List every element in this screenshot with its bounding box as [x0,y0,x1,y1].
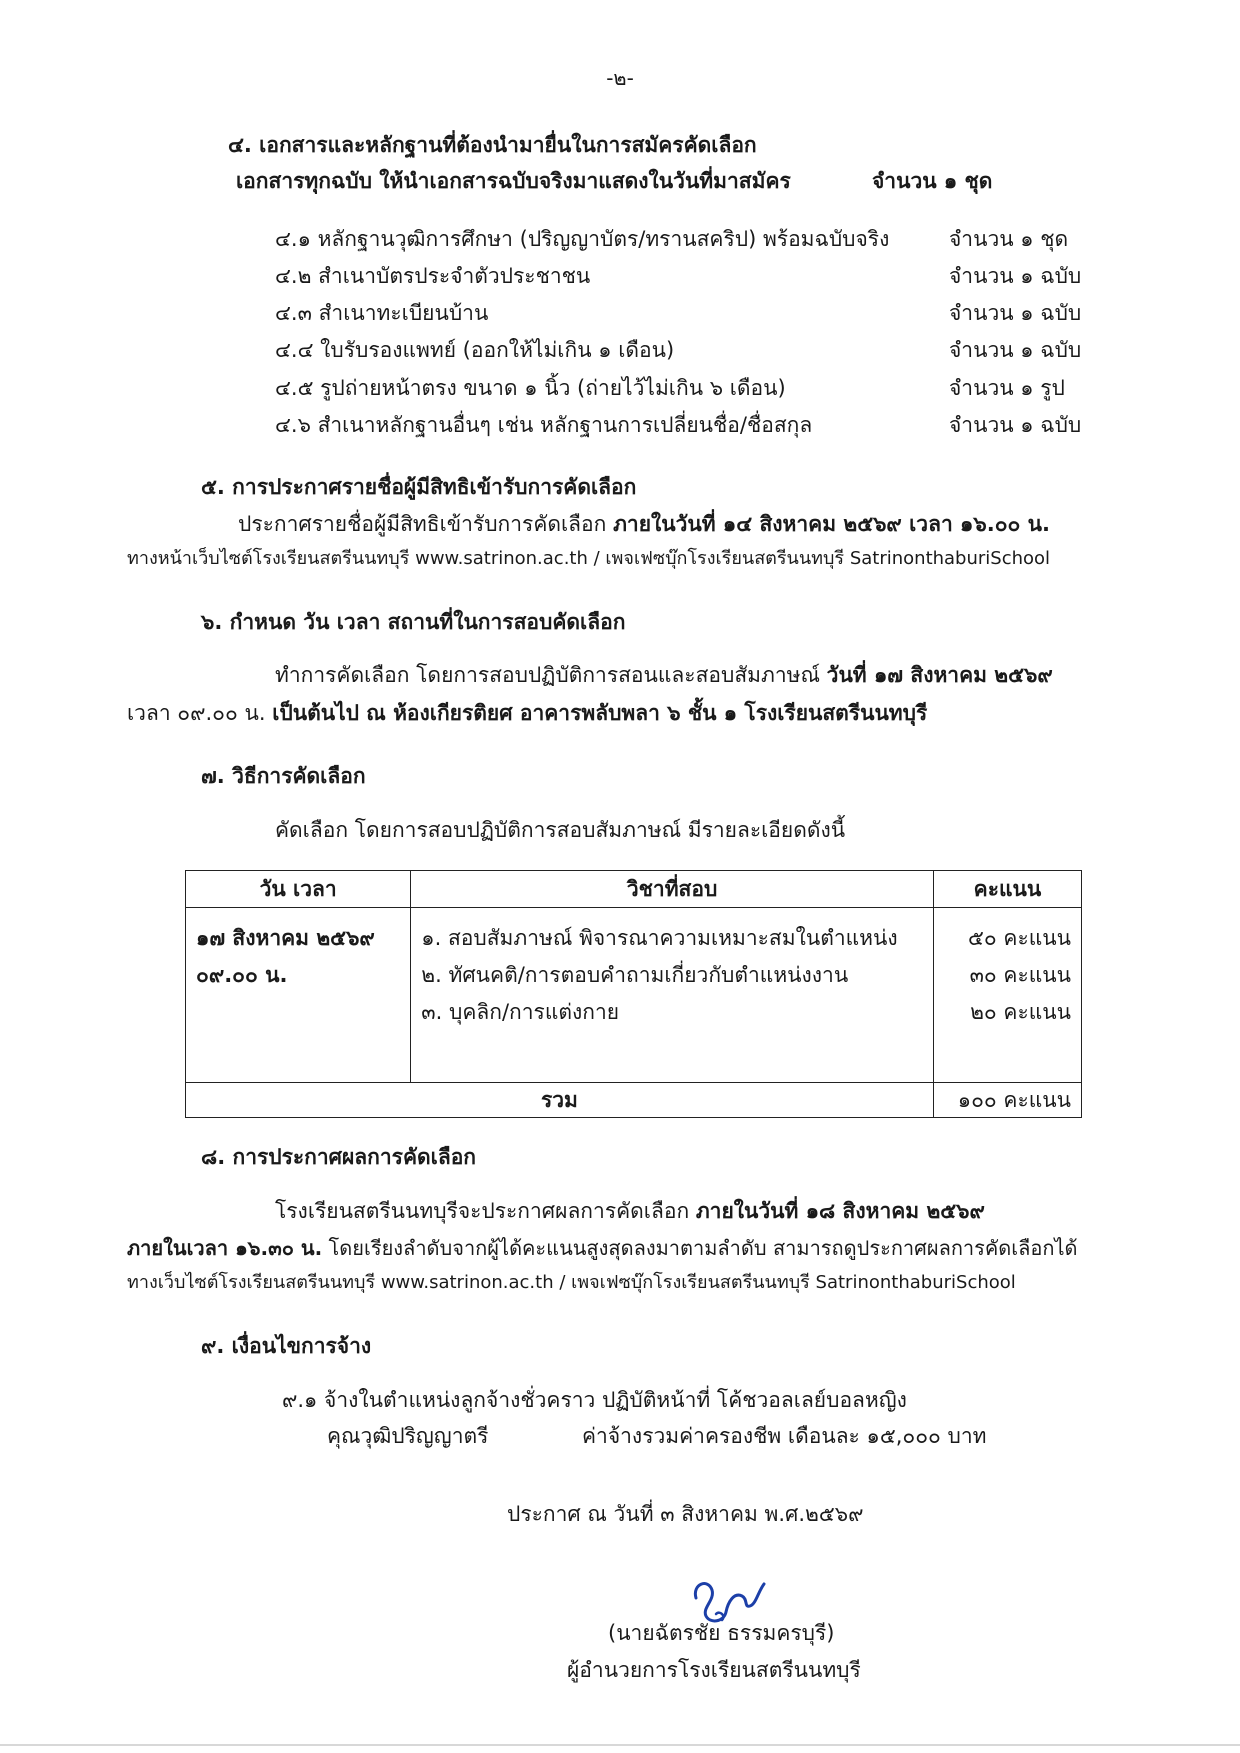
section-5-line-1-bold: ภายในวันที่ ๑๔ สิงหาคม ๒๕๖๙ เวลา ๑๖.๐๐ น. [613,512,1050,536]
announcement-date: ประกาศ ณ วันที่ ๓ สิงหาคม พ.ศ.๒๕๖๙ [507,1502,864,1526]
exam-date: ๑๗ สิงหาคม ๒๕๖๙ [196,926,375,950]
section-4-intro-qty: จำนวน ๑ ชุด [872,169,993,193]
document-item-qty: จำนวน ๑ รูป [949,376,1065,400]
document-item-text: ๔.๖ สำเนาหลักฐานอื่นๆ เช่น หลักฐานการเปลี่ยนชื่อ/ชื่อสกุล [275,413,813,437]
section-8-line-2-normal: โดยเรียงลำดับจากผู้ได้คะแนนสูงสุดลงมาตามลำดับ สามารถดูประกาศผลการคัดเลือกได้ [328,1236,1078,1260]
header-score: คะแนน [933,871,1081,908]
document-item-qty: จำนวน ๑ ชุด [949,227,1069,251]
document-item-text: ๔.๕ รูปถ่ายหน้าตรง ขนาด ๑ นิ้ว (ถ่ายไว้ไม่เกิน ๖ เดือน) [275,376,786,400]
document-item-text: ๔.๒ สำเนาบัตรประจำตัวประชาชน [275,264,591,288]
exam-score: ๒๐ คะแนน [970,1000,1071,1024]
selection-criteria-table [185,870,1082,1118]
document-item-text: ๔.๑ หลักฐานวุฒิการศึกษา (ปริญญาบัตร/ทรานสคริป) พร้อมฉบับจริง [275,227,890,251]
section-6-line-1-normal: ทำการคัดเลือก โดยการสอบปฏิบัติการสอนและสอบสัมภาษณ์ [275,663,820,687]
section-5-line-1 [238,512,1050,537]
document-item-qty: จำนวน ๑ ฉบับ [949,264,1082,288]
section-9-heading: ๙. เงื่อนไขการจ้าง [201,1334,372,1358]
document-item-qty: จำนวน ๑ ฉบับ [949,413,1082,437]
header-date-time: วัน เวลา [186,871,411,908]
section-7-heading: ๗. วิธีการคัดเลือก [201,764,366,788]
table-header-row [186,871,1082,908]
document-item [275,297,1095,325]
section-8-line-1-bold: ภายในวันที่ ๑๘ สิงหาคม ๒๕๖๙ [695,1199,985,1223]
table-row [186,908,1082,1083]
document-item-text: ๔.๓ สำเนาทะเบียนบ้าน [275,301,489,325]
exam-subject: ๓. บุคลิก/การแต่งกาย [421,1000,620,1024]
section-8-line-1 [275,1199,985,1224]
document-item-qty: จำนวน ๑ ฉบับ [949,338,1082,362]
section-5-heading: ๕. การประกาศรายชื่อผู้มีสิทธิเข้ารับการคัดเลือก [201,475,637,499]
section-5-line-2: ทางหน้าเว็บไซต์โรงเรียนสตรีนนทบุรี www.satrinon.ac.th / เพจเฟซบุ๊กโรงเรียนสตรีนนทบุรี SatrinonthaburiSchool [127,548,1051,569]
section-6-line-2-normal: เวลา ๐๙.๐๐ น. [127,701,266,725]
section-8-line-1-normal: โรงเรียนสตรีนนทบุรีจะประกาศผลการคัดเลือก [275,1199,690,1223]
section-8-line-2 [127,1236,1078,1260]
section-5-line-1-normal: ประกาศรายชื่อผู้มีสิทธิเข้ารับการคัดเลือก [238,512,607,536]
header-subject: วิชาที่สอบ [411,871,934,908]
exam-scores-cell [933,908,1081,1083]
section-4-heading: ๔. เอกสารและหลักฐานที่ต้องนำมายื่นในการสมัครคัดเลือก [228,133,757,157]
section-6-line-1 [275,663,1053,688]
document-item-qty: จำนวน ๑ ฉบับ [949,301,1082,325]
section-9-wage: ค่าจ้างรวมค่าครองชีพ เดือนละ ๑๕,๐๐๐ บาท [582,1424,987,1448]
section-8-heading: ๘. การประกาศผลการคัดเลือก [201,1145,477,1169]
document-item-text: ๔.๔ ใบรับรองแพทย์ (ออกให้ไม่เกิน ๑ เดือน) [275,338,675,362]
section-8-line-3: ทางเว็บไซต์โรงเรียนสตรีนนทบุรี www.satrinon.ac.th / เพจเฟซบุ๊กโรงเรียนสตรีนนทบุรี SatrinonthaburiSchool [127,1272,1016,1293]
exam-score: ๕๐ คะแนน [968,926,1071,950]
document-item [275,372,1095,400]
page-number: -๒- [606,66,634,90]
exam-score: ๓๐ คะแนน [969,963,1071,987]
total-value: ๑๐๐ คะแนน [933,1083,1081,1118]
signer-name: (นายฉัตรชัย ธรรมครบุรี) [608,1621,835,1645]
exam-subject: ๑. สอบสัมภาษณ์ พิจารณาความเหมาะสมในตำแหน่ง [421,926,898,950]
section-4-intro: เอกสารทุกฉบับ ให้นำเอกสารฉบับจริงมาแสดงในวันที่มาสมัคร [236,169,791,193]
exam-time: ๐๙.๐๐ น. [196,963,288,987]
exam-date-cell [186,908,411,1083]
section-6-heading: ๖. กำหนด วัน เวลา สถานที่ในการสอบคัดเลือก [201,610,626,634]
signer-title: ผู้อำนวยการโรงเรียนสตรีนนทบุรี [567,1658,861,1682]
exam-subject: ๒. ทัศนคติ/การตอบคำถามเกี่ยวกับตำแหน่งงาน [421,963,849,987]
exam-subjects-cell [411,908,934,1083]
section-6-line-2 [127,701,927,726]
total-label: รวม [186,1083,934,1118]
section-6-line-1-bold: วันที่ ๑๗ สิงหาคม ๒๕๖๙ [826,663,1053,687]
section-9-line-1: ๙.๑ จ้างในตำแหน่งลูกจ้างชั่วคราว ปฏิบัติหน้าที่ โค้ชวอลเลย์บอลหญิง [282,1388,907,1412]
section-7-intro: คัดเลือก โดยการสอบปฏิบัติการสอบสัมภาษณ์ มีรายละเอียดดังนี้ [275,818,846,842]
table-total-row [186,1083,1082,1118]
section-6-line-2-bold: เป็นต้นไป ณ ห้องเกียรติยศ อาคารพลับพลา ๖ ชั้น ๑ โรงเรียนสตรีนนทบุรี [272,701,928,725]
document-item [275,223,1095,251]
document-item [275,409,1095,437]
section-8-line-2-bold: ภายในเวลา ๑๖.๓๐ น. [127,1236,323,1260]
document-item [275,334,1095,362]
scan-edge-line [0,1744,1240,1746]
section-9-qualification: คุณวุฒิปริญญาตรี [327,1424,489,1448]
document-item [275,260,1095,288]
